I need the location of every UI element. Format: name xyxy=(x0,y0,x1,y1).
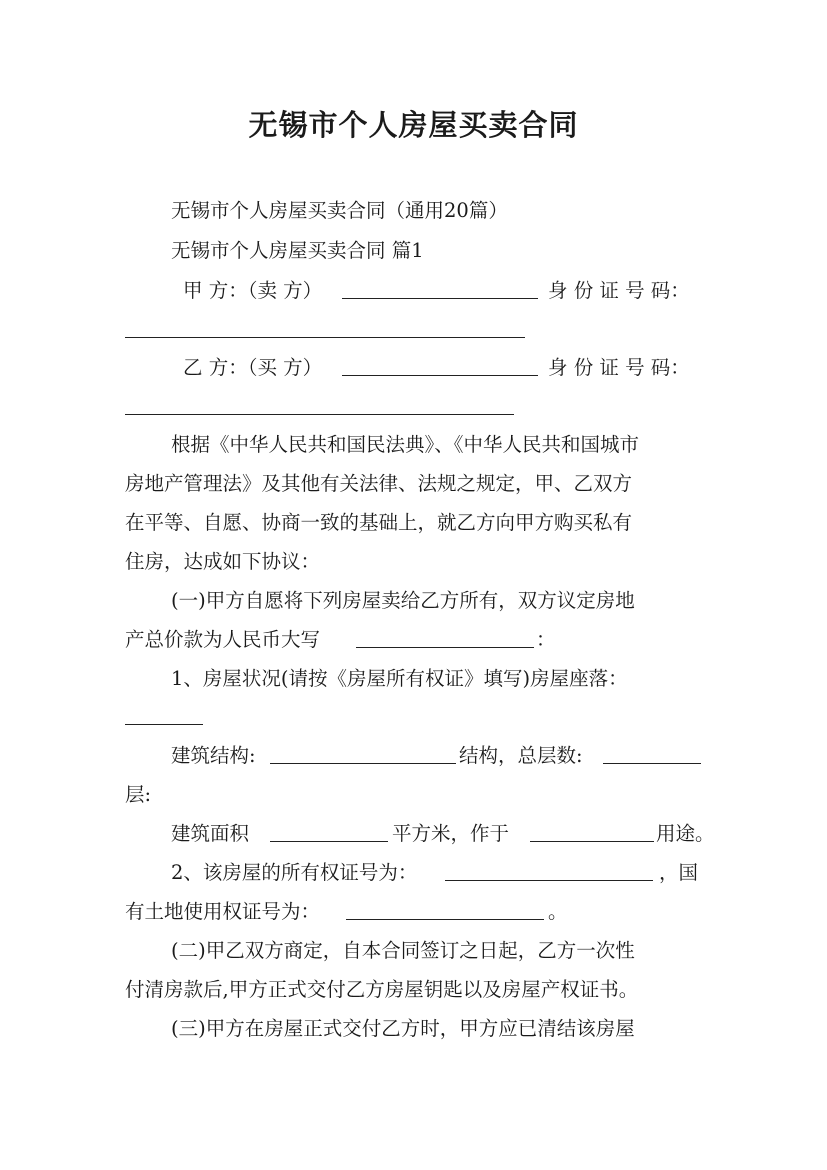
structure-blank xyxy=(270,763,456,764)
item-2-line-1: 2、该房屋的所有权证号为： xyxy=(171,861,418,884)
party-a-blank xyxy=(342,298,538,299)
use-label: 用途。 xyxy=(656,822,715,845)
party-a-id-label: 身 份 证 号 码： xyxy=(548,279,690,302)
floors-blank xyxy=(603,763,701,764)
paragraph-1-line-2: 房地产管理法》及其他有关法律、法规之规定，甲、乙双方 xyxy=(125,472,633,495)
land-cert-blank xyxy=(346,919,544,920)
party-a-id-blank xyxy=(125,337,525,338)
section-heading: 无锡市个人房屋买卖合同 篇1 xyxy=(171,239,424,262)
use-blank xyxy=(530,841,654,842)
area-blank xyxy=(270,841,388,842)
structure-label: 建筑结构: xyxy=(171,744,256,767)
party-b-blank xyxy=(342,375,538,376)
clause-2-line-1: (二)甲乙双方商定，自本合同签订之日起，乙方一次性 xyxy=(171,939,635,962)
party-a-label: 甲 方：（卖 方） xyxy=(183,279,323,302)
item-2-line-1-end: ，国 xyxy=(659,861,699,884)
clause-1-line-2-end: ： xyxy=(536,628,556,651)
paragraph-1-line-1: 根据《中华人民共和国民法典》、《中华人民共和国城市 xyxy=(171,433,640,456)
area-unit: 平方米，作于 xyxy=(392,822,510,845)
party-b-label: 乙 方：（买 方） xyxy=(183,356,323,379)
item-2-line-2-end: 。 xyxy=(548,900,568,923)
clause-3-line-1: (三)甲方在房屋正式交付乙方时，甲方应已清结该房屋 xyxy=(171,1017,635,1040)
item-2-line-2: 有土地使用权证号为： xyxy=(125,900,321,923)
floors-unit: 层: xyxy=(125,783,152,806)
area-label: 建筑面积 xyxy=(171,822,250,845)
ownership-cert-blank xyxy=(445,880,653,881)
paragraph-1-line-3: 在平等、自愿、协商一致的基础上，就乙方向甲方购买私有 xyxy=(125,511,633,534)
document-title: 无锡市个人房屋买卖合同 xyxy=(248,108,579,142)
party-b-id-label: 身 份 证 号 码： xyxy=(548,356,690,379)
location-blank xyxy=(125,724,203,725)
clause-2-line-2: 付清房款后,甲方正式交付乙方房屋钥匙以及房屋产权证书。 xyxy=(125,978,639,1001)
document-subtitle: 无锡市个人房屋买卖合同（通用20篇） xyxy=(171,199,508,222)
clause-1-line-2: 产总价款为人民币大写 xyxy=(125,628,321,651)
structure-mid: 结构，总层数: xyxy=(459,744,583,767)
item-1-line-1: 1、房屋状况(请按《房屋所有权证》填写)房屋座落： xyxy=(171,667,628,690)
party-b-id-blank xyxy=(125,414,514,415)
paragraph-1-line-4: 住房，达成如下协议： xyxy=(125,550,321,573)
clause-1-line-1: (一)甲方自愿将下列房屋卖给乙方所有，双方议定房地 xyxy=(171,589,635,612)
price-blank xyxy=(356,647,534,648)
